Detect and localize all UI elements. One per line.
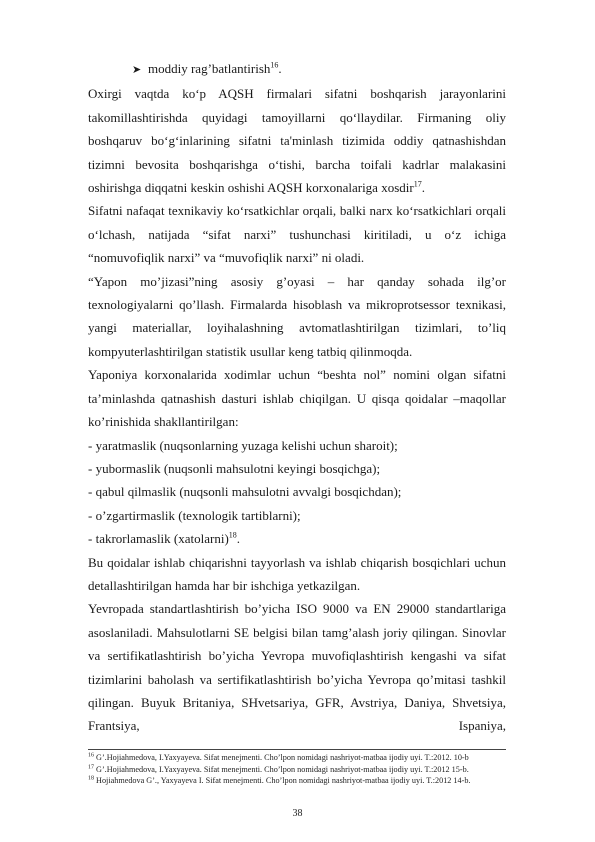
list-item: - takrorlamaslik (xatolarni)$^{18}$.: [88, 530, 241, 547]
bullet-text: moddiy rag’batlantirish: [148, 61, 271, 76]
list-item: - yubormaslik (nuqsonli mahsulotni keyingi bosqichga);: [88, 460, 381, 476]
footnote-ref: 18: [228, 530, 237, 540]
bullet-item: ➤ moddiy rag’batlantirish$^{16}$.: [88, 57, 506, 82]
list-item: - qabul qilmaslik (nuqsonli mahsulotni avvalgi bosqichdan);: [88, 484, 402, 500]
paragraph-japan-miracle: “Yapon mo’jizasi”ning asosiy g’oyasi – har qanday sohada ilg’or texnologiyalarni qo’llash. Firmalarda hisoblash va mikroprotsessor texnikasi, yangi materiallar, loyihalashning avtomatlashtirilgan tizimlari, to’liq kompyuterlashtirilgan statistik usullar keng tatbiq qilinmoqda.: [88, 273, 506, 359]
page-number: 38: [292, 808, 303, 819]
paragraph-five-zeros: Yaponiya korxonalarida xodimlar uchun “beshta nol” nomini olgan sifatni ta’minlashda qatnashish dasturi ishlab chiqilgan. U qisqa qoidalar –maqollar ko’rinishida shakllantirilgan:: [88, 367, 506, 430]
paragraph-europe: Yevropada standartlashtirish bo’yicha ISO 9000 va EN 29000 standartlariga asoslaniladi. Mahsulotlarni SE belgisi bilan tamg’alash joriy qilingan. Sinovlar va sertifikatlashtirish bo’yicha Yevropa muvofiqlashtirish kengashi va sifat tizimlarini baholash va sertifikatlashtirish bo’yicha Yevropa qo’mitasi tashkil qilingan. Buyuk Britaniya, SHvetsariya, GFR, Avstriya, Daniya, Shvetsiya, Frantsiya, Ispaniya,: [88, 601, 506, 734]
body-text: [88, 57, 506, 738]
list-item: - o’zgartirmaslik (texnologik tartiblarni);: [88, 507, 301, 523]
arrow-right-icon: ➤: [132, 64, 142, 76]
paragraph-usa: Oxirgi vaqtda ko‘p AQSH firmalari sifatni boshqarish jarayonlarini takomillashtirishda quyidagi tamoyillarni qo‘llaydilar. Firmaning oliy boshqaruv bo‘g‘inlarining sifatni ta'minlash tizimida oddiy qatnashishdan tizimni bevosita boshqarishga o‘tishi, barcha toifali kadrlar malakasini oshirishga diqqatni keskin oshishi AQSH korxonalariga xosdir$^{17}$.: [88, 86, 506, 196]
footnote-ref: 17: [413, 179, 422, 189]
footnotes: [88, 749, 506, 787]
paragraph-quality-price: Sifatni nafaqat texnikaviy ko‘rsatkichlar orqali, balki narx ko‘rsatkichlari orqali o‘lchash, natijada “sifat narxi” tushunchasi kiritiladi, u o‘z ichiga “nomuvofiqlik narxi” va “muvofiqlik narxi” ni oladi.: [88, 203, 506, 266]
footnote-ref: 16: [270, 60, 279, 70]
paragraph-rules: Bu qoidalar ishlab chiqarishni tayyorlash va ishlab chiqarish bosqichlari uchun detallashtirilgan hamda har bir ishchiga yetkazilgan.: [88, 554, 506, 593]
footnote: $^{17}$ G’.Hojiahmedova, I.Yaxyayeva. Sifat menejmenti. Cho’lpon nomidagi nashriyot-matbaa ijodiy uyi. T.:2012 15-b.: [88, 763, 469, 774]
list-item: - yaratmaslik (nuqsonlarning yuzaga kelishi uchun sharoit);: [88, 437, 398, 453]
footnote: $^{18}$ Hojiahmedova G’., Yaxyayeva I. Sifat menejmenti. Cho’lpon nomidagi nashriyot-matbaa ijodiy uyi. T.:2012 14-b.: [88, 775, 471, 785]
footnote: $^{16}$ G’.Hojiahmedova, I.Yaxyayeva. Sifat menejmenti. Cho’lpon nomidagi nashriyot-matbaa ijodiy uyi. T.:2012. 10-b: [88, 752, 469, 762]
